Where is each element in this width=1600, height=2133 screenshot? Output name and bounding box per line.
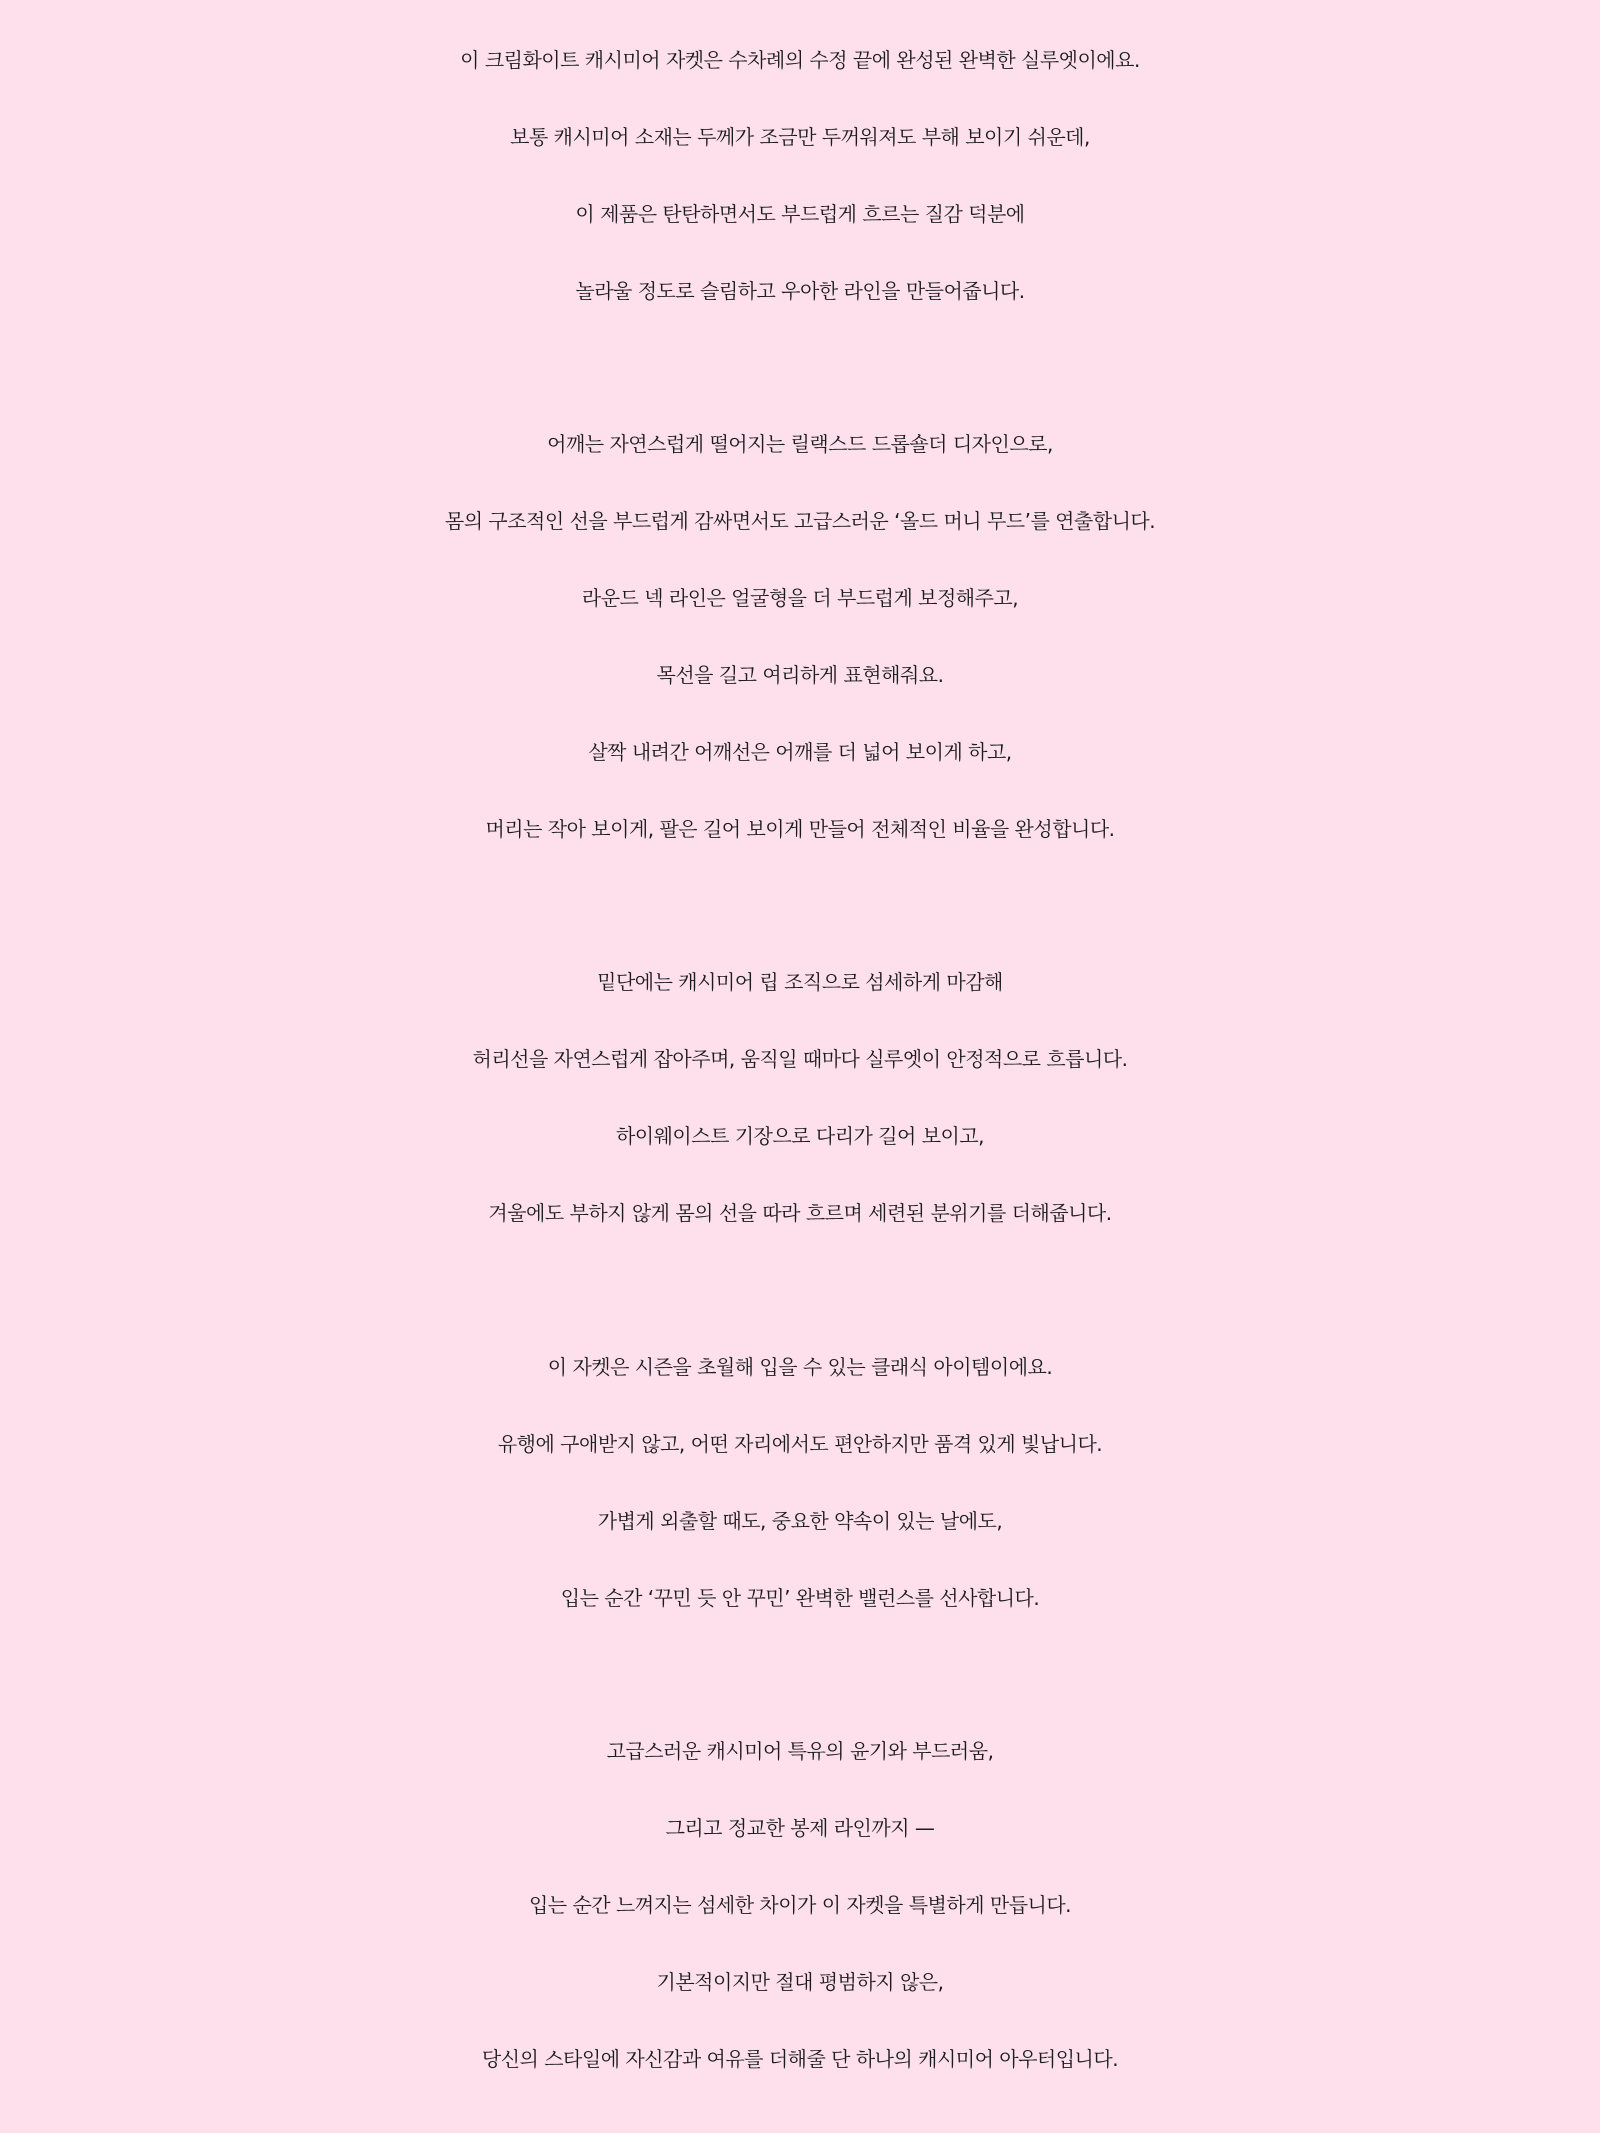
description-line: 고급스러운 캐시미어 특유의 윤기와 부드러움, [606,1739,994,1763]
description-line: 입는 순간 느껴지는 섬세한 차이가 이 자켓을 특별하게 만듭니다. [528,1893,1072,1917]
description-line: 살짝 내려간 어깨선은 어깨를 더 넓어 보이게 하고, [588,740,1012,764]
description-line: 어깨는 자연스럽게 떨어지는 릴랙스드 드롭숄더 디자인으로, [547,432,1053,456]
description-line: 겨울에도 부하지 않게 몸의 선을 따라 흐르며 세련된 분위기를 더해줍니다. [488,1201,1112,1225]
description-line: 밑단에는 캐시미어 립 조직으로 섬세하게 마감해 [597,970,1003,994]
description-line: 이 자켓은 시즌을 초월해 입을 수 있는 클래식 아이템이에요. [547,1355,1053,1379]
description-line: 놀라울 정도로 슬림하고 우아한 라인을 만들어줍니다. [575,279,1025,303]
description-line: 가볍게 외출할 때도, 중요한 약속이 있는 날에도, [597,1509,1003,1533]
description-line: 이 제품은 탄탄하면서도 부드럽게 흐르는 질감 덕분에 [575,202,1025,226]
description-line: 하이웨이스트 기장으로 다리가 길어 보이고, [615,1124,985,1148]
description-line: 목선을 길고 여리하게 표현해줘요. [656,663,944,687]
description-line: 기본적이지만 절대 평범하지 않은, [656,1970,944,1994]
description-line: 그리고 정교한 봉제 라인까지 — [665,1816,935,1840]
description-line: 허리선을 자연스럽게 잡아주며, 움직일 때마다 실루엣이 안정적으로 흐릅니다. [472,1047,1128,1071]
description-line: 입는 순간 ‘꾸민 듯 안 꾸민’ 완벽한 밸런스를 선사합니다. [560,1586,1040,1610]
description-line: 라운드 넥 라인은 얼굴형을 더 부드럽게 보정해주고, [581,586,1019,610]
description-line: 머리는 작아 보이게, 팔은 길어 보이게 만들어 전체적인 비율을 완성합니다. [485,817,1115,841]
description-line: 당신의 스타일에 자신감과 여유를 더해줄 단 하나의 캐시미어 아우터입니다. [481,2047,1119,2071]
description-line: 이 크림화이트 캐시미어 자켓은 수차례의 수정 끝에 완성된 완벽한 실루엣이에요. [460,48,1140,72]
description-line: 유행에 구애받지 않고, 어떤 자리에서도 편안하지만 품격 있게 빛납니다. [497,1432,1103,1456]
description-line: 보통 캐시미어 소재는 두께가 조금만 두꺼워져도 부해 보이기 쉬운데, [510,125,1090,149]
description-line: 몸의 구조적인 선을 부드럽게 감싸면서도 고급스러운 ‘올드 머니 무드’를 연출합니다. [444,509,1156,533]
